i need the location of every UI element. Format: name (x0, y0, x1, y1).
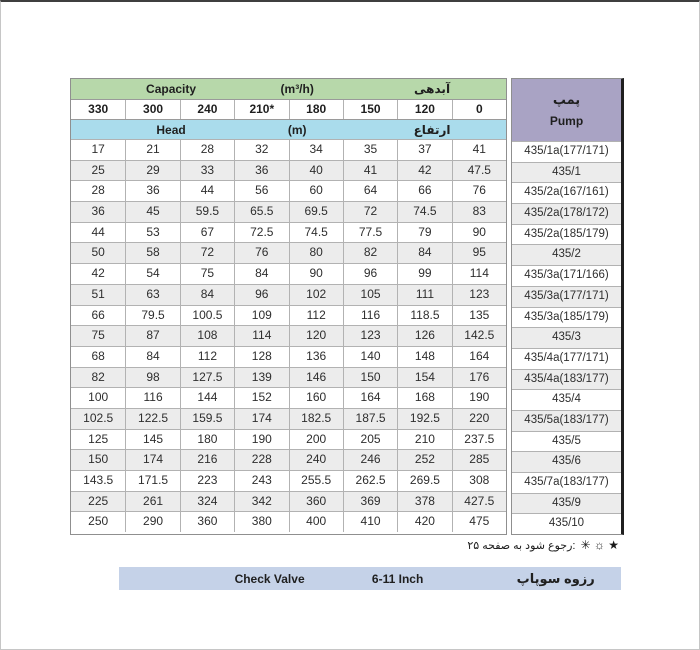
head-value-cell: 171.5 (125, 471, 179, 491)
head-value-cell: 79.5 (125, 306, 179, 326)
head-value-cell: 342 (234, 492, 288, 512)
head-value-cell: 28 (180, 140, 234, 160)
pump-model-cell: 435/2a(178/172) (512, 203, 621, 224)
head-value-cell: 164 (452, 347, 506, 367)
head-value-cell: 109 (234, 306, 288, 326)
head-value-cell: 90 (452, 223, 506, 243)
head-value-cell: 100.5 (180, 306, 234, 326)
head-value-cell: 60 (289, 181, 343, 201)
head-value-cell: 75 (180, 264, 234, 284)
pump-model-cell: 435/1a(177/171) (512, 141, 621, 162)
head-value-cell: 82 (91, 369, 105, 384)
head-value-cell: 59.5 (180, 202, 234, 222)
footnote-marker-icons: ★ ☼ ✳ (580, 538, 619, 552)
head-value-cell: 200 (289, 430, 343, 450)
head-value-cell: 237.5 (452, 430, 506, 450)
head-value-cell: 160 (289, 388, 343, 408)
head-value-cell: 63 (125, 285, 179, 305)
head-value-cell: 66 (91, 307, 105, 322)
head-value-cell: 410 (343, 512, 397, 532)
head-value-cell: 324 (180, 492, 234, 512)
pump-model-cell: 435/1 (512, 162, 621, 183)
pump-column-header (512, 79, 621, 141)
head-value-cell: 243 (234, 471, 288, 491)
capacity-values-row (71, 99, 506, 119)
pump-model-cell: 435/5a(183/177) (512, 410, 621, 431)
head-value-cell: 87 (125, 326, 179, 346)
head-value-cell: 72.5 (234, 223, 288, 243)
capacity-unit-label: (m³/h) (280, 82, 314, 96)
head-value-cell: 154 (397, 368, 451, 388)
table-row (71, 367, 506, 388)
head-value-cell: 96 (234, 285, 288, 305)
head-value-cell: 84 (397, 243, 451, 263)
head-value-cell: 139 (234, 368, 288, 388)
head-value-cell: 142.5 (452, 326, 506, 346)
head-value-cell: 108 (180, 326, 234, 346)
head-value-cell: 56 (234, 181, 288, 201)
head-value-cell: 116 (125, 388, 179, 408)
head-value-cell: 118.5 (397, 306, 451, 326)
pump-model-cell: 435/3 (512, 327, 621, 348)
head-value-cell: 127.5 (180, 368, 234, 388)
capacity-column-header: 180 (289, 100, 343, 119)
head-value-cell: 32 (234, 140, 288, 160)
head-value-cell: 45 (125, 202, 179, 222)
table-row (71, 263, 506, 284)
table-row (71, 284, 506, 305)
head-value-cell: 122.5 (125, 409, 179, 429)
pump-model-cell: 435/2a(167/161) (512, 182, 621, 203)
table-row (71, 408, 506, 429)
head-value-cell: 120 (289, 326, 343, 346)
head-value-cell: 210 (397, 430, 451, 450)
capacity-label-en: Capacity (146, 82, 197, 96)
head-value-cell: 28 (91, 183, 105, 198)
head-value-cell: 125 (88, 431, 109, 446)
head-value-cell: 79 (397, 223, 451, 243)
head-value-cell: 140 (343, 347, 397, 367)
head-value-cell: 84 (234, 264, 288, 284)
capacity-column-header: 210* (234, 100, 288, 119)
capacity-column-header: 0 (452, 100, 506, 119)
head-value-cell: 116 (343, 306, 397, 326)
head-value-cell: 159.5 (180, 409, 234, 429)
head-value-cell: 250 (88, 514, 109, 529)
capacity-column-header: 300 (125, 100, 179, 119)
head-value-cell: 35 (343, 140, 397, 160)
head-value-cell: 25 (91, 162, 105, 177)
head-value-cell: 67 (180, 223, 234, 243)
check-valve-label: Check Valve (234, 571, 305, 586)
head-value-cell: 114 (234, 326, 288, 346)
pump-model-cell: 435/6 (512, 451, 621, 472)
head-value-cell: 400 (289, 512, 343, 532)
head-value-cell: 80 (289, 243, 343, 263)
head-value-cell: 99 (397, 264, 451, 284)
head-value-cell: 123 (343, 326, 397, 346)
pump-model-cell: 435/2 (512, 244, 621, 265)
pump-model-cell: 435/3a(171/166) (512, 265, 621, 286)
pump-column (511, 78, 624, 535)
head-value-cell: 144 (180, 388, 234, 408)
head-value-cell: 98 (125, 368, 179, 388)
head-unit-label: (m) (287, 122, 307, 137)
head-value-cell: 123 (452, 285, 506, 305)
head-value-cell: 90 (289, 264, 343, 284)
head-value-cell: 44 (180, 181, 234, 201)
head-value-cell: 102 (289, 285, 343, 305)
head-value-cell: 261 (125, 492, 179, 512)
head-value-cell: 76 (452, 181, 506, 201)
head-value-cell: 102.5 (83, 410, 114, 425)
head-value-cell: 225 (88, 493, 109, 508)
head-value-cell: 112 (289, 306, 343, 326)
head-value-cell: 205 (343, 430, 397, 450)
pump-model-cell: 435/3a(185/179) (512, 307, 621, 328)
head-label-fa: ارتفاع (413, 122, 451, 137)
head-value-cell: 145 (125, 430, 179, 450)
head-value-cell: 150 (343, 368, 397, 388)
head-value-cell: 42 (91, 266, 105, 281)
head-value-cell: 380 (234, 512, 288, 532)
table-row (71, 180, 506, 201)
table-row (71, 242, 506, 263)
head-value-cell: 17 (91, 142, 105, 156)
head-value-cell: 475 (452, 512, 506, 532)
head-value-cell: 84 (180, 285, 234, 305)
capacity-column-header: 120 (397, 100, 451, 119)
capacity-head-table (70, 78, 507, 535)
table-row (71, 429, 506, 450)
table-row (71, 222, 506, 243)
pump-label-fa: پمپ (552, 92, 581, 107)
head-value-cell: 420 (397, 512, 451, 532)
head-value-cell: 77.5 (343, 223, 397, 243)
head-value-cell: 148 (397, 347, 451, 367)
head-value-cell: 33 (180, 161, 234, 181)
head-value-cell: 75 (91, 328, 105, 343)
table-row (71, 346, 506, 367)
head-value-cell: 190 (234, 430, 288, 450)
size-range-label: 6-11 Inch (371, 571, 424, 586)
head-value-cell: 228 (234, 450, 288, 470)
capacity-column-header: 240 (180, 100, 234, 119)
head-value-cell: 68 (91, 348, 105, 363)
head-value-cell: 269.5 (397, 471, 451, 491)
head-value-cell: 76 (234, 243, 288, 263)
head-value-cell: 42 (397, 161, 451, 181)
capacity-column-header: 330 (88, 102, 109, 116)
head-value-cell: 174 (234, 409, 288, 429)
head-values-body (71, 139, 506, 532)
table-row (71, 449, 506, 470)
table-row (71, 201, 506, 222)
head-value-cell: 34 (289, 140, 343, 160)
head-value-cell: 252 (397, 450, 451, 470)
head-value-cell: 168 (397, 388, 451, 408)
table-row (71, 305, 506, 326)
head-value-cell: 146 (289, 368, 343, 388)
head-value-cell: 308 (452, 471, 506, 491)
head-value-cell: 112 (180, 347, 234, 367)
head-value-cell: 427.5 (452, 492, 506, 512)
head-value-cell: 69.5 (289, 202, 343, 222)
head-value-cell: 36 (125, 181, 179, 201)
head-value-cell: 36 (91, 204, 105, 219)
head-value-cell: 378 (397, 492, 451, 512)
head-value-cell: 136 (289, 347, 343, 367)
head-value-cell: 47.5 (452, 161, 506, 181)
head-value-cell: 180 (180, 430, 234, 450)
head-value-cell: 187.5 (343, 409, 397, 429)
head-value-cell: 64 (343, 181, 397, 201)
head-value-cell: 192.5 (397, 409, 451, 429)
head-value-cell: 190 (452, 388, 506, 408)
head-value-cell: 176 (452, 368, 506, 388)
table-row (71, 470, 506, 491)
head-value-cell: 37 (397, 140, 451, 160)
table-row (71, 325, 506, 346)
head-value-cell: 50 (91, 245, 105, 260)
head-value-cell: 96 (343, 264, 397, 284)
capacity-column-header: 150 (343, 100, 397, 119)
head-value-cell: 65.5 (234, 202, 288, 222)
head-value-cell: 220 (452, 409, 506, 429)
head-value-cell: 41 (343, 161, 397, 181)
head-value-cell: 135 (452, 306, 506, 326)
table-row (71, 511, 506, 532)
head-value-cell: 360 (289, 492, 343, 512)
head-value-cell: 369 (343, 492, 397, 512)
head-value-cell: 246 (343, 450, 397, 470)
head-value-cell: 21 (125, 140, 179, 160)
pump-model-cell: 435/4a(177/171) (512, 348, 621, 369)
table-row (71, 160, 506, 181)
pump-column-body (512, 141, 621, 534)
valve-thread-label-fa: رزوه سوپاپ (516, 570, 595, 586)
head-value-cell: 84 (125, 347, 179, 367)
head-value-cell: 72 (343, 202, 397, 222)
head-value-cell: 128 (234, 347, 288, 367)
head-value-cell: 360 (180, 512, 234, 532)
footnote (467, 538, 619, 552)
head-value-cell: 285 (452, 450, 506, 470)
pump-model-cell: 435/4 (512, 389, 621, 410)
head-value-cell: 240 (289, 450, 343, 470)
head-value-cell: 216 (180, 450, 234, 470)
head-header-row (71, 119, 506, 139)
head-value-cell: 152 (234, 388, 288, 408)
capacity-label-fa: آبدهی (414, 82, 451, 96)
pump-model-cell: 435/2a(185/179) (512, 224, 621, 245)
head-value-cell: 182.5 (289, 409, 343, 429)
head-value-cell: 74.5 (289, 223, 343, 243)
head-value-cell: 54 (125, 264, 179, 284)
footnote-text: :رجوع شود به صفحه ۲۵ (467, 540, 576, 552)
head-value-cell: 150 (88, 452, 109, 467)
table-row (71, 139, 506, 160)
table-row (71, 387, 506, 408)
capacity-header-row (71, 79, 506, 99)
pump-model-cell: 435/3a(177/171) (512, 286, 621, 307)
head-value-cell: 262.5 (343, 471, 397, 491)
head-value-cell: 255.5 (289, 471, 343, 491)
head-value-cell: 53 (125, 223, 179, 243)
head-value-cell: 58 (125, 243, 179, 263)
head-value-cell: 114 (452, 264, 506, 284)
pump-label-en: Pump (549, 114, 584, 128)
pump-model-cell: 435/5 (512, 431, 621, 452)
head-value-cell: 143.5 (83, 473, 114, 487)
head-value-cell: 164 (343, 388, 397, 408)
pump-model-cell: 435/4a(183/177) (512, 369, 621, 390)
pump-performance-table (70, 78, 624, 535)
head-value-cell: 51 (91, 286, 105, 301)
head-value-cell: 95 (452, 243, 506, 263)
pump-model-cell: 435/9 (512, 493, 621, 514)
head-value-cell: 105 (343, 285, 397, 305)
table-row (71, 491, 506, 512)
head-value-cell: 223 (180, 471, 234, 491)
head-value-cell: 66 (397, 181, 451, 201)
pump-model-cell: 435/7a(183/177) (512, 472, 621, 493)
head-value-cell: 290 (125, 512, 179, 532)
head-value-cell: 83 (452, 202, 506, 222)
head-value-cell: 82 (343, 243, 397, 263)
check-valve-bar (119, 567, 621, 590)
head-label-en: Head (156, 122, 186, 137)
head-value-cell: 40 (289, 161, 343, 181)
head-value-cell: 36 (234, 161, 288, 181)
head-value-cell: 100 (88, 390, 109, 405)
head-value-cell: 74.5 (397, 202, 451, 222)
head-value-cell: 29 (125, 161, 179, 181)
head-value-cell: 72 (180, 243, 234, 263)
head-value-cell: 111 (397, 285, 451, 305)
head-value-cell: 174 (125, 450, 179, 470)
head-value-cell: 44 (91, 224, 105, 239)
pump-model-cell: 435/10 (512, 513, 621, 534)
head-value-cell: 126 (397, 326, 451, 346)
head-value-cell: 41 (452, 140, 506, 160)
